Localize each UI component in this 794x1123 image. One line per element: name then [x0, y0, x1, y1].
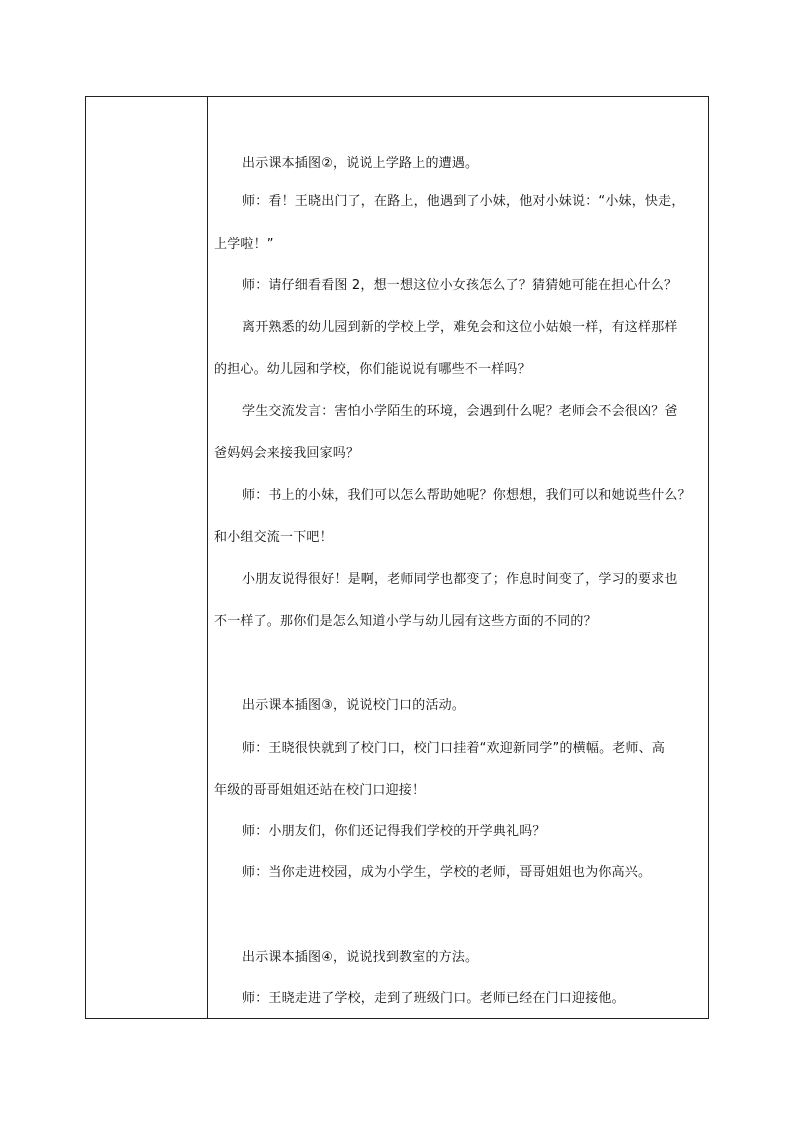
paragraph-line: 离开熟悉的幼儿园到新的学校上学，难免会和这位小姑娘一样，有这样那样: [242, 320, 678, 335]
paragraph-line: 师：看！王晓出门了，在路上，他遇到了小妹，他对小妹说：“小妹，快走，: [242, 194, 685, 209]
paragraph-line: 不一样了。那你们是怎么知道小学与幼儿园有这些方面的不同的？: [214, 614, 597, 629]
paragraph-line: 学生交流发言：害怕小学陌生的环境，会遇到什么呢？老师会不会很凶？爸: [242, 404, 678, 419]
paragraph-line: 年级的哥哥姐姐还站在校门口迎接！: [214, 783, 426, 798]
paragraph-line: 的担心。幼儿园和学校，你们能说说有哪些不一样吗？: [214, 362, 531, 377]
paragraph-line: 出示课本插图②，说说上学路上的遭遇。: [242, 156, 479, 171]
paragraph-line: 爸妈妈会来接我回家吗？: [214, 446, 360, 461]
paragraph-line: 师：请仔细看看图 2，想一想这位小女孩怎么了？猜猜她可能在担心什么？: [242, 278, 678, 293]
paragraph-line: 上学啦！”: [214, 237, 274, 252]
paragraph-line: 师：当你走进校园，成为小学生，学校的老师，哥哥姐姐也为你高兴。: [242, 865, 652, 880]
paragraph-line: 和小组交流一下吧！: [214, 530, 333, 545]
paragraph-line: 出示课本插图③，说说校门口的活动。: [242, 698, 466, 713]
paragraph-line: 师：王晓很快就到了校门口，校门口挂着“欢迎新同学”的横幅。老师、高: [242, 741, 666, 756]
paragraph-line: 师：王晓走进了学校，走到了班级门口。老师已经在门口迎接他。: [242, 991, 625, 1006]
lesson-plan-table: [85, 96, 709, 1019]
paragraph-line: 出示课本插图④，说说找到教室的方法。: [242, 950, 479, 965]
paragraph-line: 师：小朋友们，你们还记得我们学校的开学典礼吗？: [242, 824, 546, 839]
paragraph-line: 师：书上的小妹，我们可以怎么帮助她呢？你想想，我们可以和她说些什么？: [242, 488, 691, 503]
content-column-cell: [208, 97, 708, 1018]
paragraph-line: 小朋友说得很好！是啊，老师同学也都变了；作息时间变了，学习的要求也: [242, 572, 678, 587]
left-column-cell: [86, 97, 208, 1018]
